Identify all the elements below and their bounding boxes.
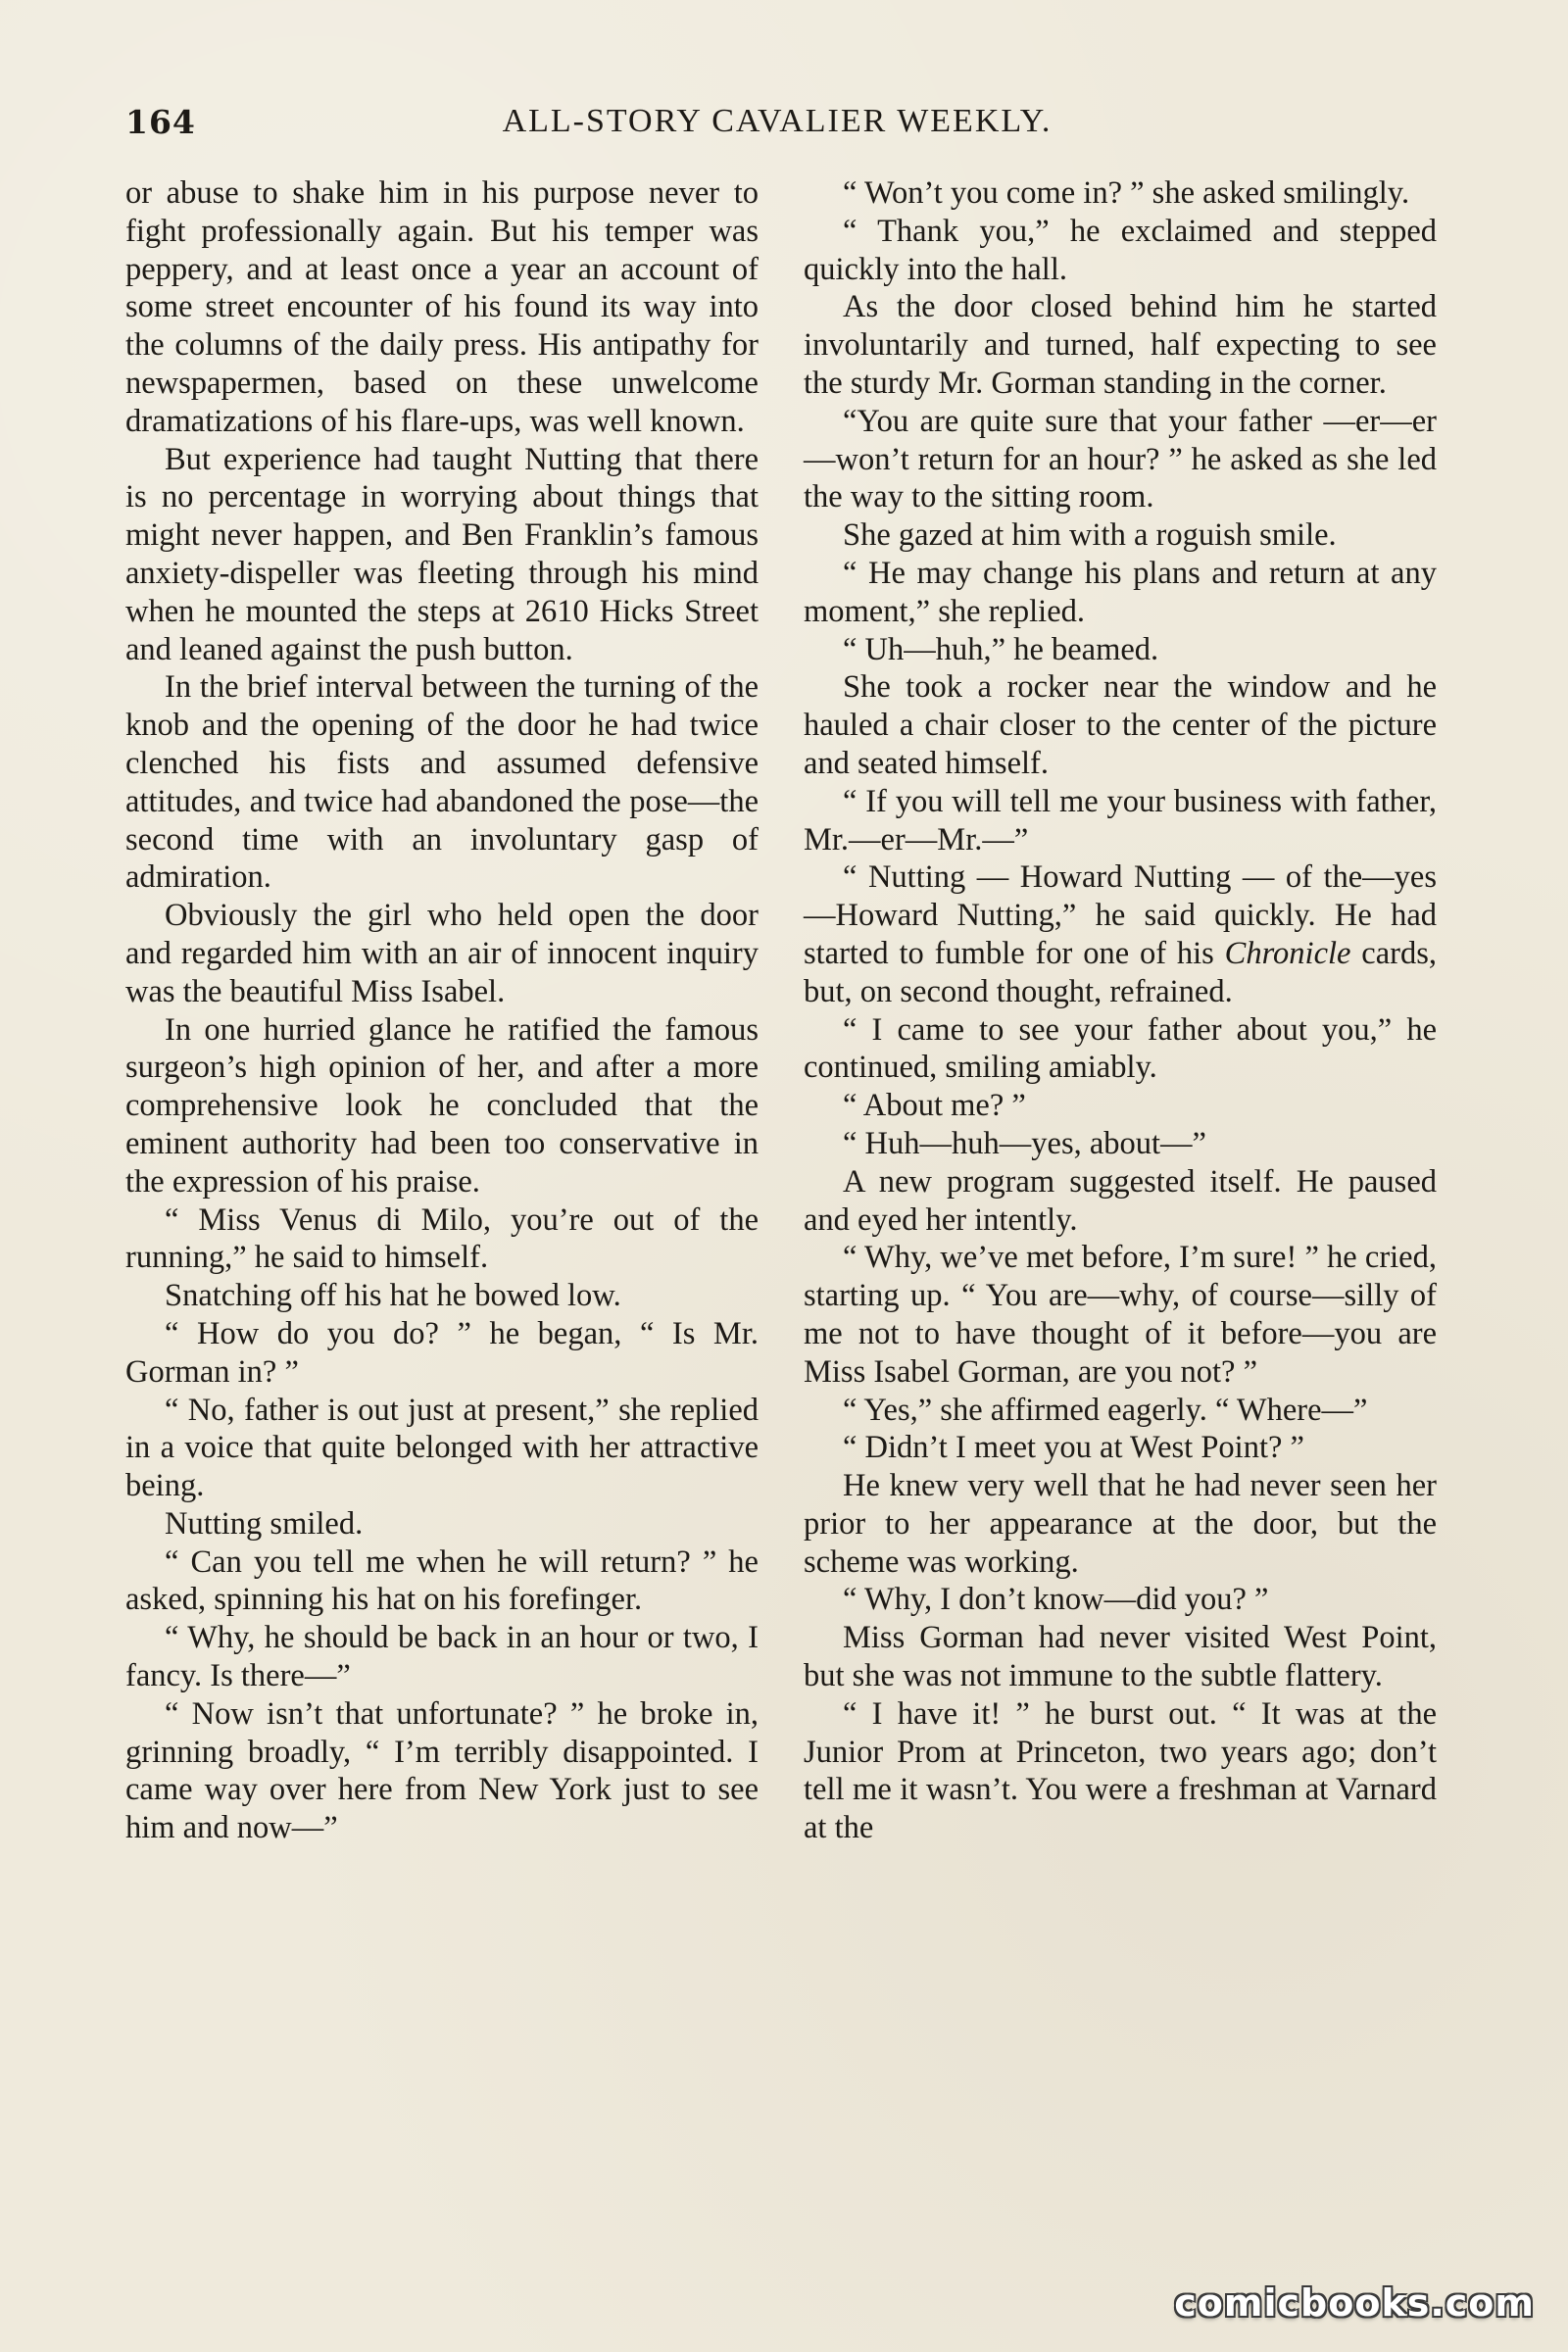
watermark: comicbooks.com [1174, 2281, 1535, 2325]
running-head: ALL-STORY CAVALIER WEEKLY. [502, 103, 1053, 139]
paragraph: “ Miss Venus di Milo, you’re out of the running,” he said to himself. [125, 1201, 759, 1276]
paragraph: Miss Gorman had never visited West Point, but she was not immune to the subtle flattery. [804, 1620, 1437, 1694]
paragraph: “You are quite sure that your father —er—er—won’t return for an hour? ” he asked as she led the way to the sitting room. [804, 403, 1437, 515]
paragraph: “ Uh—huh,” he beamed. [843, 631, 1159, 667]
paragraph-text: cards, but, on second thought, refrained. [804, 935, 1437, 1009]
right-column [804, 174, 1437, 1847]
page-number: 164 [125, 103, 196, 141]
paragraph [804, 858, 1437, 1010]
paragraph: “ I came to see your father about you,” he continued, smiling amiably. [804, 1011, 1437, 1086]
paragraph: “ Can you tell me when he will return? ” he asked, spinning his hat on his forefinger. [125, 1544, 759, 1618]
paragraph: Snatching off his hat he bowed low. [165, 1278, 621, 1314]
left-column [125, 174, 759, 1847]
paragraph: “ Huh—huh—yes, about—” [843, 1125, 1206, 1161]
paragraph: “ I have it! ” he burst out. “ It was at the Junior Prom at Princeton, two years ago; don’t tell me it wasn’t. You were a freshman at Varnard at the [804, 1695, 1437, 1846]
paragraph: Obviously the girl who held open the door and regarded him with an air of innocent inquiry was the beautiful Miss Isabel. [125, 898, 759, 1009]
paragraph: She took a rocker near the window and he hauled a chair closer to the center of the picture and seated himself. [804, 669, 1437, 781]
paragraph: “ He may change his plans and return at any moment,” she replied. [804, 555, 1437, 629]
paragraph: In one hurried glance he ratified the famous surgeon’s high opinion of her, and after a more comprehensive look he concluded that the eminent authority had been too conservative in the expression of his praise. [125, 1011, 759, 1200]
paragraph: or abuse to shake him in his purpose never to fight professionally again. But his temper was peppery, and at least once a year an account of some street encounter of his found its way into the columns of the daily press. His antipathy for newspapermen, based on these unwelcome dramatizations of his flare-ups, was well known. [125, 175, 759, 439]
paragraph: “ How do you do? ” he began, “ Is Mr. Gorman in? ” [125, 1315, 759, 1390]
paragraph-text: “ Nutting — Howard Nutting — of the—yes—Howard Nutting,” he said quickly. He had started to fumble for one of his [804, 859, 1437, 971]
paragraph: “ No, father is out just at present,” she replied in a voice that quite belonged with her attractive being. [125, 1392, 759, 1504]
paragraph: “ Yes,” she affirmed eagerly. “ Where—” [843, 1392, 1368, 1428]
paragraph: “ Now isn’t that unfortunate? ” he broke in, grinning broadly, “ I’m terribly disappointed. I came way over here from New York just to see him and now—” [125, 1695, 759, 1846]
paragraph: “ Thank you,” he exclaimed and stepped quickly into the hall. [804, 213, 1437, 287]
paragraph: “ About me? ” [843, 1088, 1026, 1124]
paragraph: “ If you will tell me your business with father, Mr.—er—Mr.—” [804, 783, 1437, 858]
paragraph: He knew very well that he had never seen her prior to her appearance at the door, but the scheme was working. [804, 1468, 1437, 1580]
paragraph: “ Why, we’ve met before, I’m sure! ” he cried, starting up. “ You are—why, of course—silly of me not to have thought of it before—you are Miss Isabel Gorman, are you not? ” [804, 1240, 1437, 1390]
paragraph: “ Won’t you come in? ” she asked smilingly. [843, 175, 1410, 211]
paragraph: “ Didn’t I meet you at West Point? ” [843, 1430, 1304, 1466]
paragraph: “ Why, he should be back in an hour or two, I fancy. Is there—” [125, 1620, 759, 1694]
paragraph: Nutting smiled. [165, 1505, 364, 1542]
page-header [125, 103, 1429, 152]
publication-name: Chronicle [1224, 935, 1351, 971]
paragraph: She gazed at him with a roguish smile. [843, 517, 1337, 554]
paragraph: “ Why, I don’t know—did you? ” [843, 1582, 1269, 1618]
paragraph: As the door closed behind him he started involuntarily and turned, half expecting to see the sturdy Mr. Gorman standing in the corner. [804, 289, 1437, 401]
paragraph: In the brief interval between the turning of the knob and the opening of the door he had twice clenched his fists and assumed defensive attitudes, and twice had abandoned the pose—the second time with an involuntary gasp of admiration. [125, 669, 759, 896]
paragraph: But experience had taught Nutting that there is no percentage in worrying about things that might never happen, and Ben Franklin’s famous anxiety-dispeller was fleeting through his mind when he mounted the steps at 2610 Hicks Street and leaned against the push button. [125, 441, 759, 667]
paragraph: A new program suggested itself. He paused and eyed her intently. [804, 1163, 1437, 1238]
